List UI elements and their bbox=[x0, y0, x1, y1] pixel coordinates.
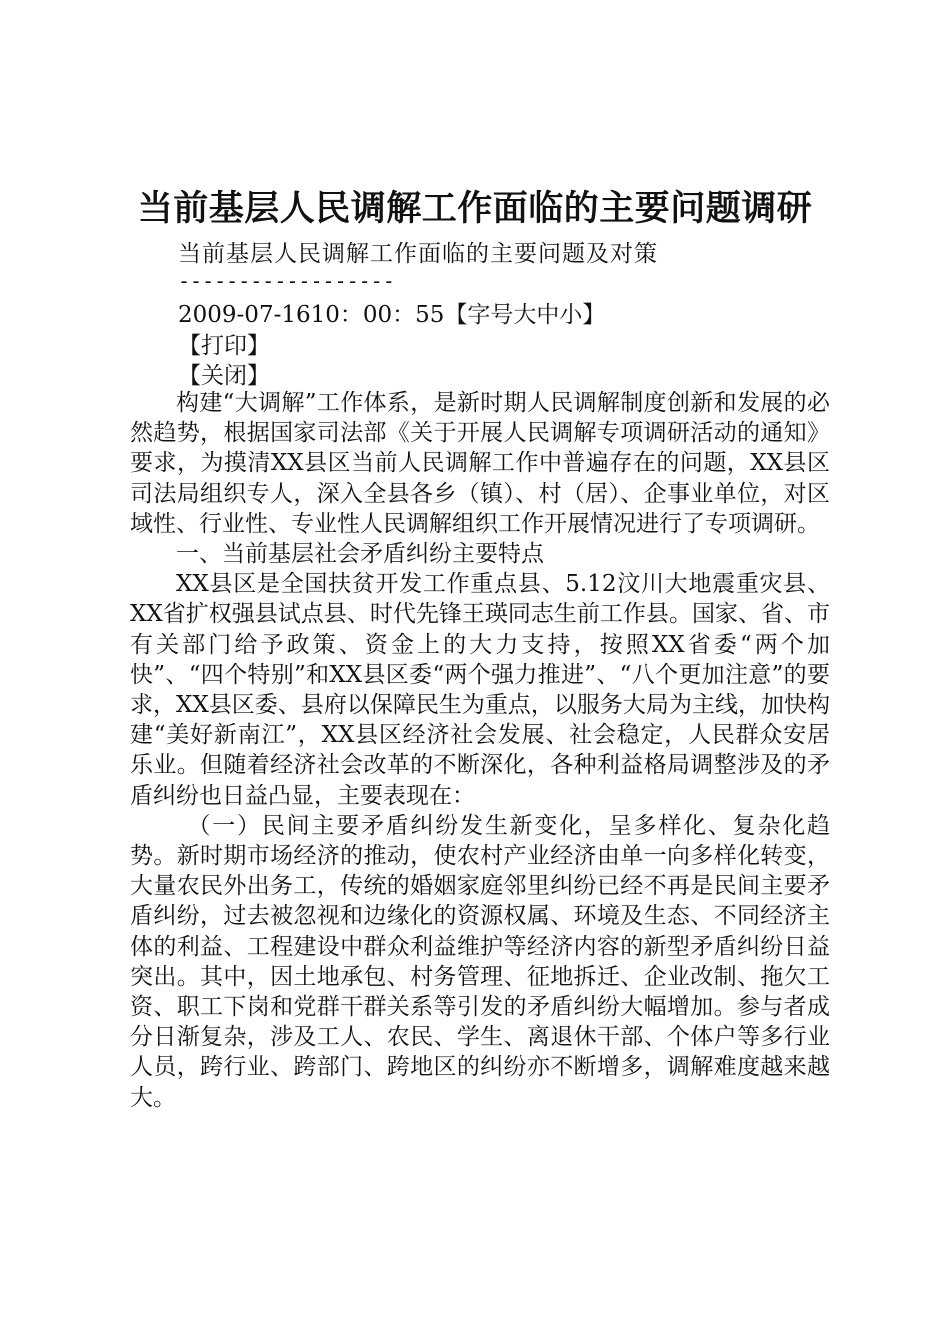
publish-date: 2009-07-1610：00：55 bbox=[178, 302, 445, 328]
separator-line: ------------------ bbox=[178, 269, 395, 293]
print-link[interactable]: 【打印】 bbox=[178, 333, 270, 359]
document-body bbox=[130, 388, 830, 1113]
document-title: 当前基层人民调解工作面临的主要问题调研 bbox=[137, 189, 813, 229]
font-size-link[interactable]: 【字号大中小】 bbox=[444, 302, 606, 328]
paragraph-intro: 构建“大调解”工作体系，是新时期人民调解制度创新和发展的必然趋势，根据国家司法部《关于开展人民调解专项调研活动的通知》要求，为摸清XX县区当前人民调解工作中普遍存在的问题，XX县区司法局组织专人，深入全县各乡（镇）、村（居）、企事业单位，对区域性、行业性、专业性人民调解组织工作开展情况进行了专项调研。 bbox=[130, 390, 830, 537]
paragraph-background: XX县区是全国扶贫开发工作重点县、5.12汶川大地震重灾县、XX省扩权强县试点县、时代先锋王瑛同志生前工作县。国家、省、市有关部门给予政策、资金上的大力支持，按照XX省委“两个加快”、“四个特别”和XX县区委“两个强力推进”、“八个更加注意”的要求，XX县区委、县府以保障民生为重点，以服务大局为主线，加快构建“美好新南江”，XX县区经济社会发展、社会稳定，人民群众安居乐业。但随着经济社会改革的不断深化，各种利益格局调整涉及的矛盾纠纷也日益凸显，主要表现在： bbox=[130, 571, 830, 809]
section-heading-1: 一、当前基层社会矛盾纠纷主要特点 bbox=[176, 541, 544, 568]
document-subtitle: 当前基层人民调解工作面临的主要问题及对策 bbox=[178, 241, 658, 267]
close-link[interactable]: 【关闭】 bbox=[178, 363, 270, 389]
paragraph-point-1: （一）民间主要矛盾纠纷发生新变化，呈多样化、复杂化趋势。新时期市场经济的推动，使农村产业经济由单一向多样化转变，大量农民外出务工，传统的婚姻家庭邻里纠纷已经不再是民间主要矛盾纠纷，过去被忽视和边缘化的资源权属、环境及生态、不同经济主体的利益、工程建设中群众利益维护等经济内容的新型矛盾纠纷日益突出。其中，因土地承包、村务管理、征地拆迁、企业改制、拖欠工资、职工下岗和党群干群关系等引发的矛盾纠纷大幅增加。参与者成分日渐复杂，涉及工人、农民、学生、离退休干部、个体户等多行业人员，跨行业、跨部门、跨地区的纠纷亦不断增多，调解难度越来越大。 bbox=[130, 812, 830, 1111]
date-line bbox=[178, 298, 605, 332]
